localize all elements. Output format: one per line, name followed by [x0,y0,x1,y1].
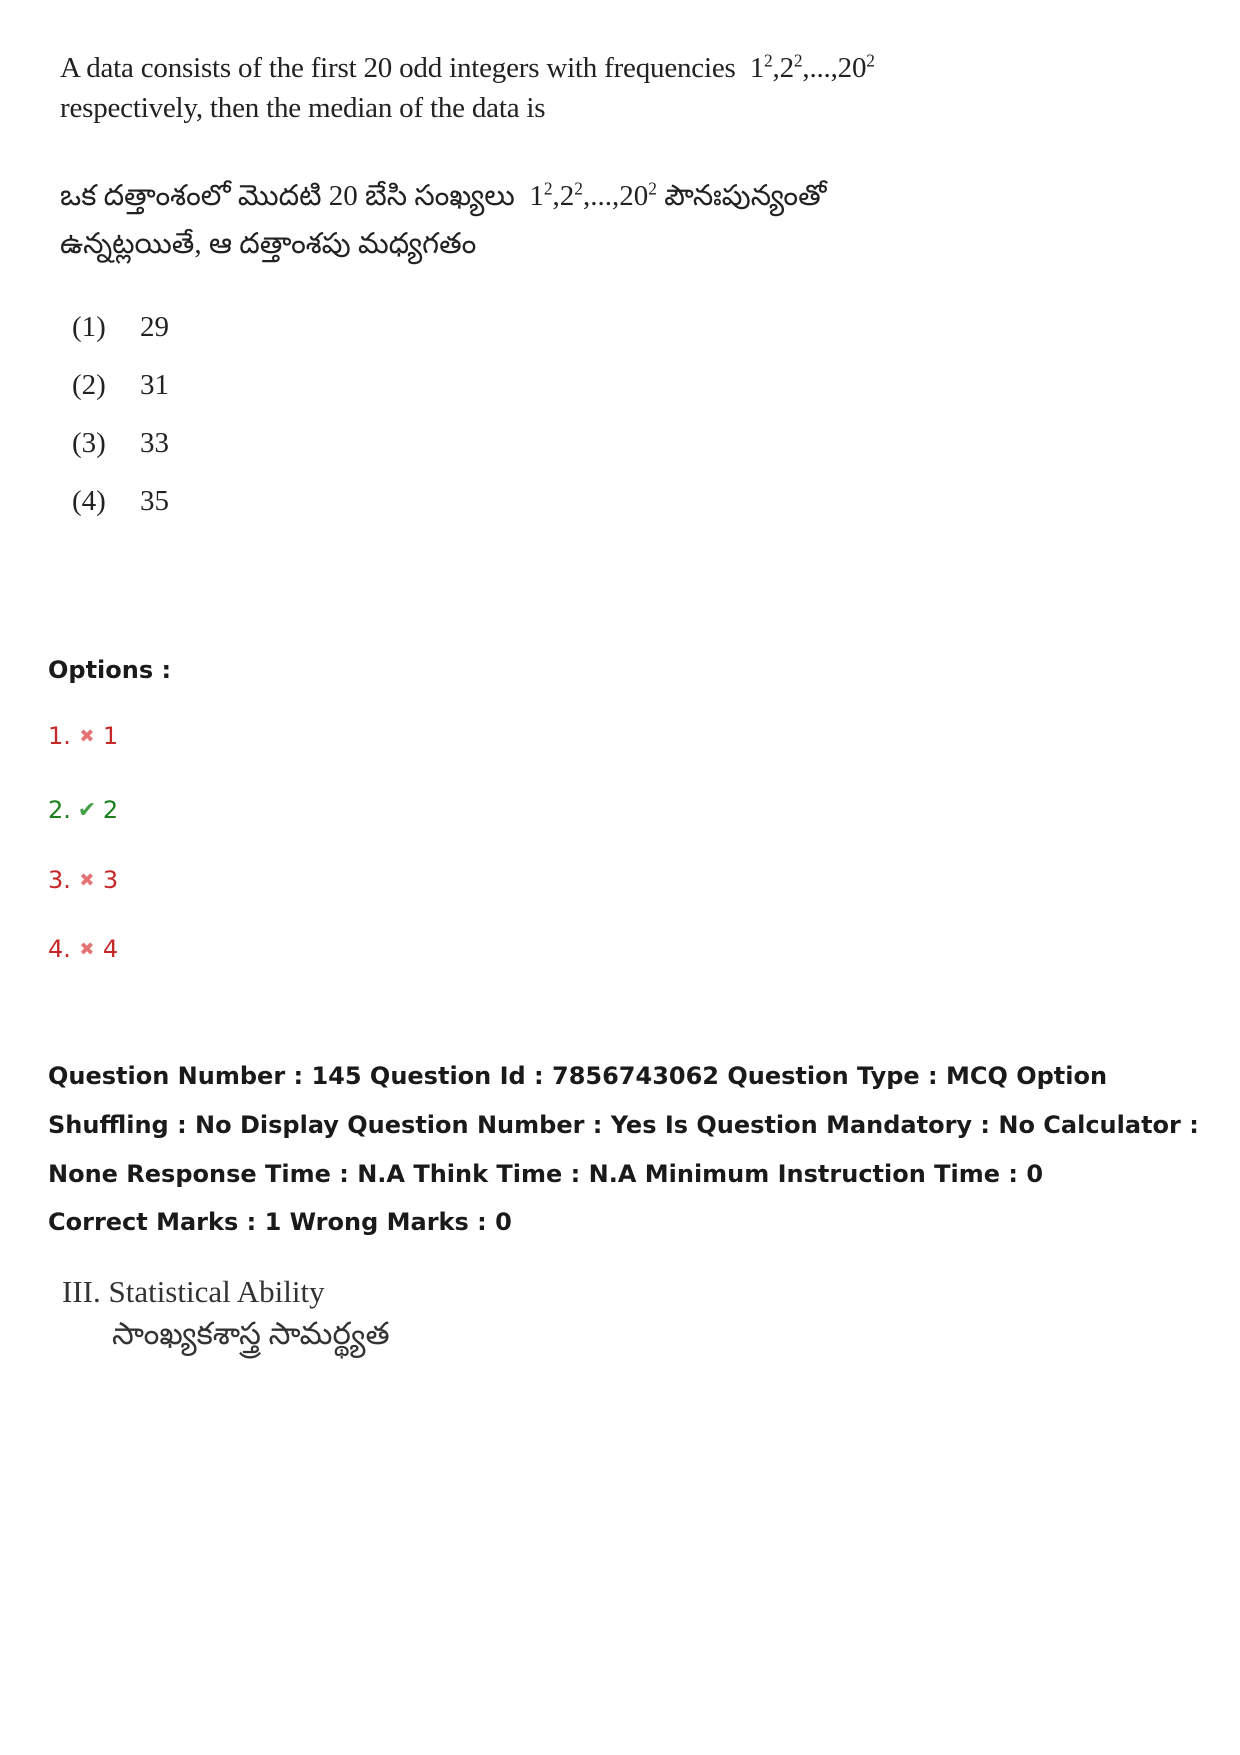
freq-exp-1: 2 [764,50,773,71]
question-choice-2 [72,356,940,414]
check-icon: ✔ [77,797,97,823]
freq-te-term-1: 1 [529,180,544,212]
question-choice-3 [72,414,940,472]
freq-te-exp-1: 2 [543,178,553,199]
option-index: 1. [48,722,71,750]
cross-icon: ✖ [79,869,95,891]
section-header [62,1272,390,1356]
question-telugu-line-1 [60,172,940,220]
question-choices [72,298,940,530]
question-choice-1 [72,298,940,356]
option-label: 3 [102,866,119,894]
choice-value: 29 [140,310,169,343]
question-meta: Question Number : 145 Question Id : 7856743062 Question Type : MCQ Option Shuffling : No Display Question Number : Yes Is Question Mandatory : No Calculator : None Response Time : N.A Think Time : N.A Minimum Instruction Time : 0 [48,1062,1199,1188]
freq-te-ellipsis: ... [590,180,612,212]
choice-number: (4) [72,484,106,517]
option-index: 4. [48,935,71,963]
frequency-sequence: $1^2,2^2,...,20^2$ [749,50,875,84]
option-3 [48,866,118,894]
freq-te-exp-2: 2 [574,178,583,199]
cross-icon: ✖ [79,938,95,960]
option-2 [48,796,118,824]
section-title-telugu: సాంఖ్యకశాస్త్ర సామర్థ్యత [112,1316,390,1351]
freq-ellipsis: ... [809,52,831,84]
frequency-sequence-telugu: $1^2,2^2,...,20^2$ [529,178,657,212]
question-image [60,48,940,530]
question-english-line-1 [60,48,940,88]
question-english [60,48,940,128]
choice-number: (2) [72,368,106,401]
question-telugu-text-1b: పౌనఃపున్యంతో [664,180,827,212]
choice-value: 35 [140,484,169,517]
freq-exp-2: 2 [793,50,803,71]
freq-te-exp-3: 2 [648,178,657,199]
cross-icon: ✖ [79,725,95,747]
freq-te-term-2: 2 [559,180,575,212]
choice-number: (3) [72,426,106,459]
choice-value: 31 [140,368,169,401]
freq-term-1: 1 [749,52,765,84]
freq-exp-3: 2 [866,50,875,71]
choice-value: 33 [140,426,169,459]
question-telugu [60,172,940,268]
freq-term-3: 20 [837,52,867,84]
question-marks: Correct Marks : 1 Wrong Marks : 0 [48,1208,512,1236]
option-label: 1 [102,722,119,750]
freq-term-2: 2 [779,52,794,84]
freq-te-term-3: 20 [619,180,649,212]
option-index: 2. [48,796,71,824]
question-telugu-text-1a: ఒక దత్తాంశంలో మొదటి 20 బేసి సంఖ్యలు [60,180,515,212]
option-index: 3. [48,866,71,894]
option-1 [48,722,118,750]
question-english-text-1: A data consists of the first 20 odd integers with frequencies [60,52,736,84]
option-label: 2 [102,796,119,824]
option-4 [48,935,118,963]
question-choice-4 [72,472,940,530]
question-telugu-line-2: ఉన్నట్లయితే, ఆ దత్తాంశపు మధ్యగతం [60,228,477,260]
options-title: Options : [48,656,172,684]
choice-number: (1) [72,310,106,343]
section-title-english: III. Statistical Ability [62,1274,325,1309]
question-english-line-2: respectively, then the median of the data is [60,92,546,124]
option-label: 4 [102,935,119,963]
